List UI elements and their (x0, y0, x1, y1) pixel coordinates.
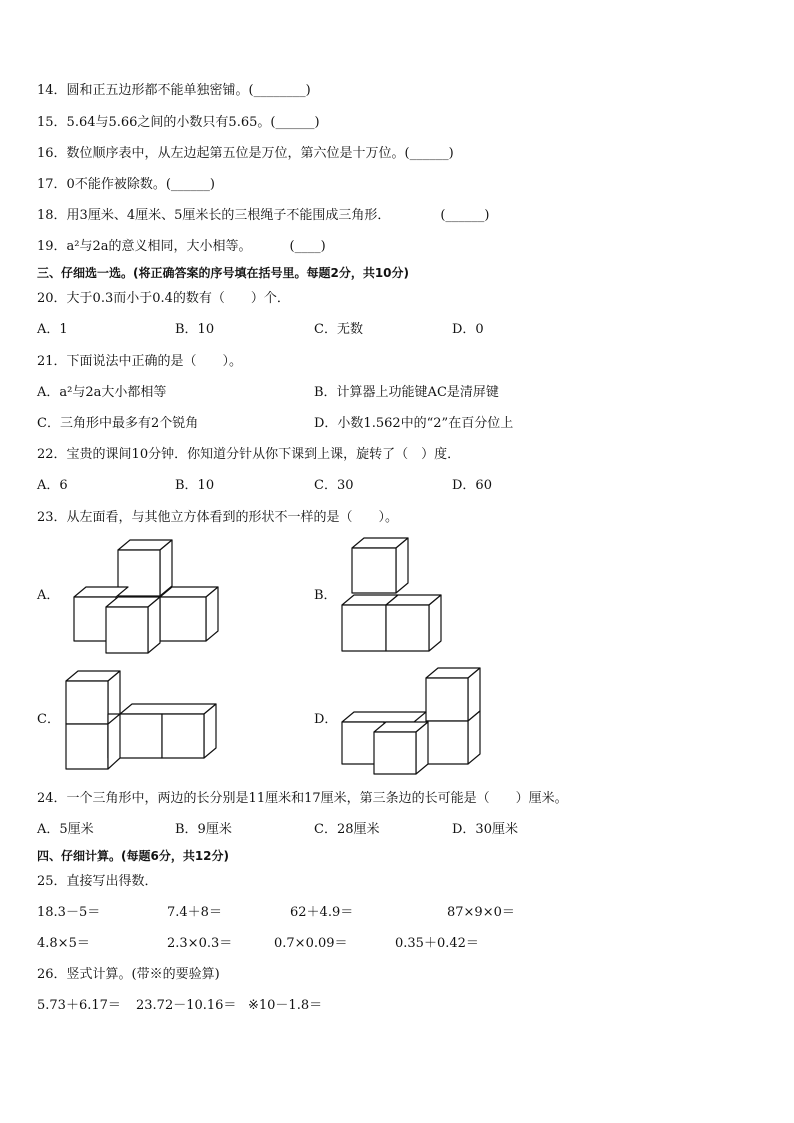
section-3-title: 三、仔细选一选。(将正确答案的序号填在括号里。每题2分，共10分) (37, 266, 410, 280)
q25-calc-2[interactable]: 7.4＋8＝ (167, 905, 222, 920)
tf-item-19 (37, 238, 326, 256)
q22-stem: 22．宝贵的课间10分钟．你知道分针从你下课到上课，旋转了（ ）度． (37, 447, 461, 462)
tf-item-14 (37, 82, 311, 100)
q20-option-d[interactable]: D．0 (452, 322, 484, 337)
tf-text: 16．数位顺序表中，从左边起第五位是万位，第六位是十万位。 (37, 146, 405, 161)
q25-calc-5[interactable]: 4.8×5＝ (37, 936, 90, 951)
cube-figure-c[interactable] (64, 670, 219, 775)
q21-option-b[interactable]: B．计算器上功能键AC是清屏键 (314, 385, 499, 400)
tf-text: 19．a²与2a的意义相同，大小相等。 (37, 239, 252, 254)
answer-blank[interactable]: (______) (270, 115, 320, 130)
q25-calc-4[interactable]: 87×9×0＝ (447, 905, 515, 920)
q22-option-b[interactable]: B．10 (175, 478, 215, 493)
cube-figure-b[interactable] (340, 535, 455, 655)
answer-blank[interactable]: (______) (404, 146, 454, 161)
tf-item-15 (37, 114, 320, 132)
cube-figure-a[interactable] (70, 535, 220, 655)
q21-option-d[interactable]: D．小数1.562中的“2”在百分位上 (314, 416, 514, 431)
q25-calc-8[interactable]: 0.35＋0.42＝ (395, 936, 479, 951)
tf-item-17 (37, 176, 215, 194)
q22-option-a[interactable]: A．6 (37, 478, 68, 493)
answer-blank[interactable]: (________) (248, 83, 311, 98)
q21-option-a[interactable]: A．a²与2a大小都相等 (37, 385, 167, 400)
q20-option-c[interactable]: C．无数 (314, 322, 363, 337)
q26-calc-2[interactable]: 23.72－10.16＝ (136, 998, 237, 1013)
q26-stem: 26．竖式计算。(带※的要验算) (37, 967, 220, 982)
q20-option-a[interactable]: A．1 (37, 322, 68, 337)
q25-calc-1[interactable]: 18.3－5＝ (37, 905, 101, 920)
q26-calc-3[interactable]: ※10－1.8＝ (248, 998, 323, 1013)
q25-calc-3[interactable]: 62＋4.9＝ (290, 905, 354, 920)
section-4-title: 四、仔细计算。(每题6分，共12分) (37, 849, 230, 863)
q23-label-b[interactable]: B． (314, 588, 337, 603)
tf-text: 15．5.64与5.66之间的小数只有5.65。 (37, 115, 271, 130)
q26-calc-1[interactable]: 5.73＋6.17＝ (37, 998, 121, 1013)
tf-text: 17．0不能作被除数。 (37, 177, 166, 192)
tf-item-16 (37, 145, 454, 163)
q23-stem: 23．从左面看，与其他立方体看到的形状不一样的是（ ）。 (37, 510, 399, 525)
answer-blank[interactable]: (______) (440, 208, 490, 223)
tf-item-18 (37, 207, 490, 225)
q25-calc-7[interactable]: 0.7×0.09＝ (274, 936, 348, 951)
q24-option-b[interactable]: B．9厘米 (175, 822, 232, 837)
q24-option-d[interactable]: D．30厘米 (452, 822, 518, 837)
tf-text: 14．圆和正五边形都不能单独密铺。 (37, 83, 249, 98)
q21-option-c[interactable]: C．三角形中最多有2个锐角 (37, 416, 199, 431)
q21-stem: 21．下面说法中正确的是（ ）。 (37, 354, 243, 369)
q23-label-a[interactable]: A． (37, 588, 60, 603)
q24-stem: 24．一个三角形中，两边的长分别是11厘米和17厘米，第三条边的长可能是（ ）厘米。 (37, 791, 568, 806)
q24-option-c[interactable]: C．28厘米 (314, 822, 380, 837)
cube-figure-d[interactable] (340, 665, 485, 780)
q22-option-d[interactable]: D．60 (452, 478, 492, 493)
q23-label-d[interactable]: D． (314, 712, 338, 727)
answer-blank[interactable]: (____) (289, 239, 326, 254)
q22-option-c[interactable]: C．30 (314, 478, 354, 493)
q20-option-b[interactable]: B．10 (175, 322, 215, 337)
q25-stem: 25．直接写出得数． (37, 874, 158, 889)
q23-label-c[interactable]: C． (37, 712, 60, 727)
q20-stem: 20．大于0.3而小于0.4的数有（ ）个． (37, 291, 290, 306)
q25-calc-6[interactable]: 2.3×0.3＝ (167, 936, 233, 951)
tf-text: 18．用3厘米、4厘米、5厘米长的三根绳子不能围成三角形． (37, 208, 391, 223)
answer-blank[interactable]: (______) (165, 177, 215, 192)
q24-option-a[interactable]: A．5厘米 (37, 822, 94, 837)
